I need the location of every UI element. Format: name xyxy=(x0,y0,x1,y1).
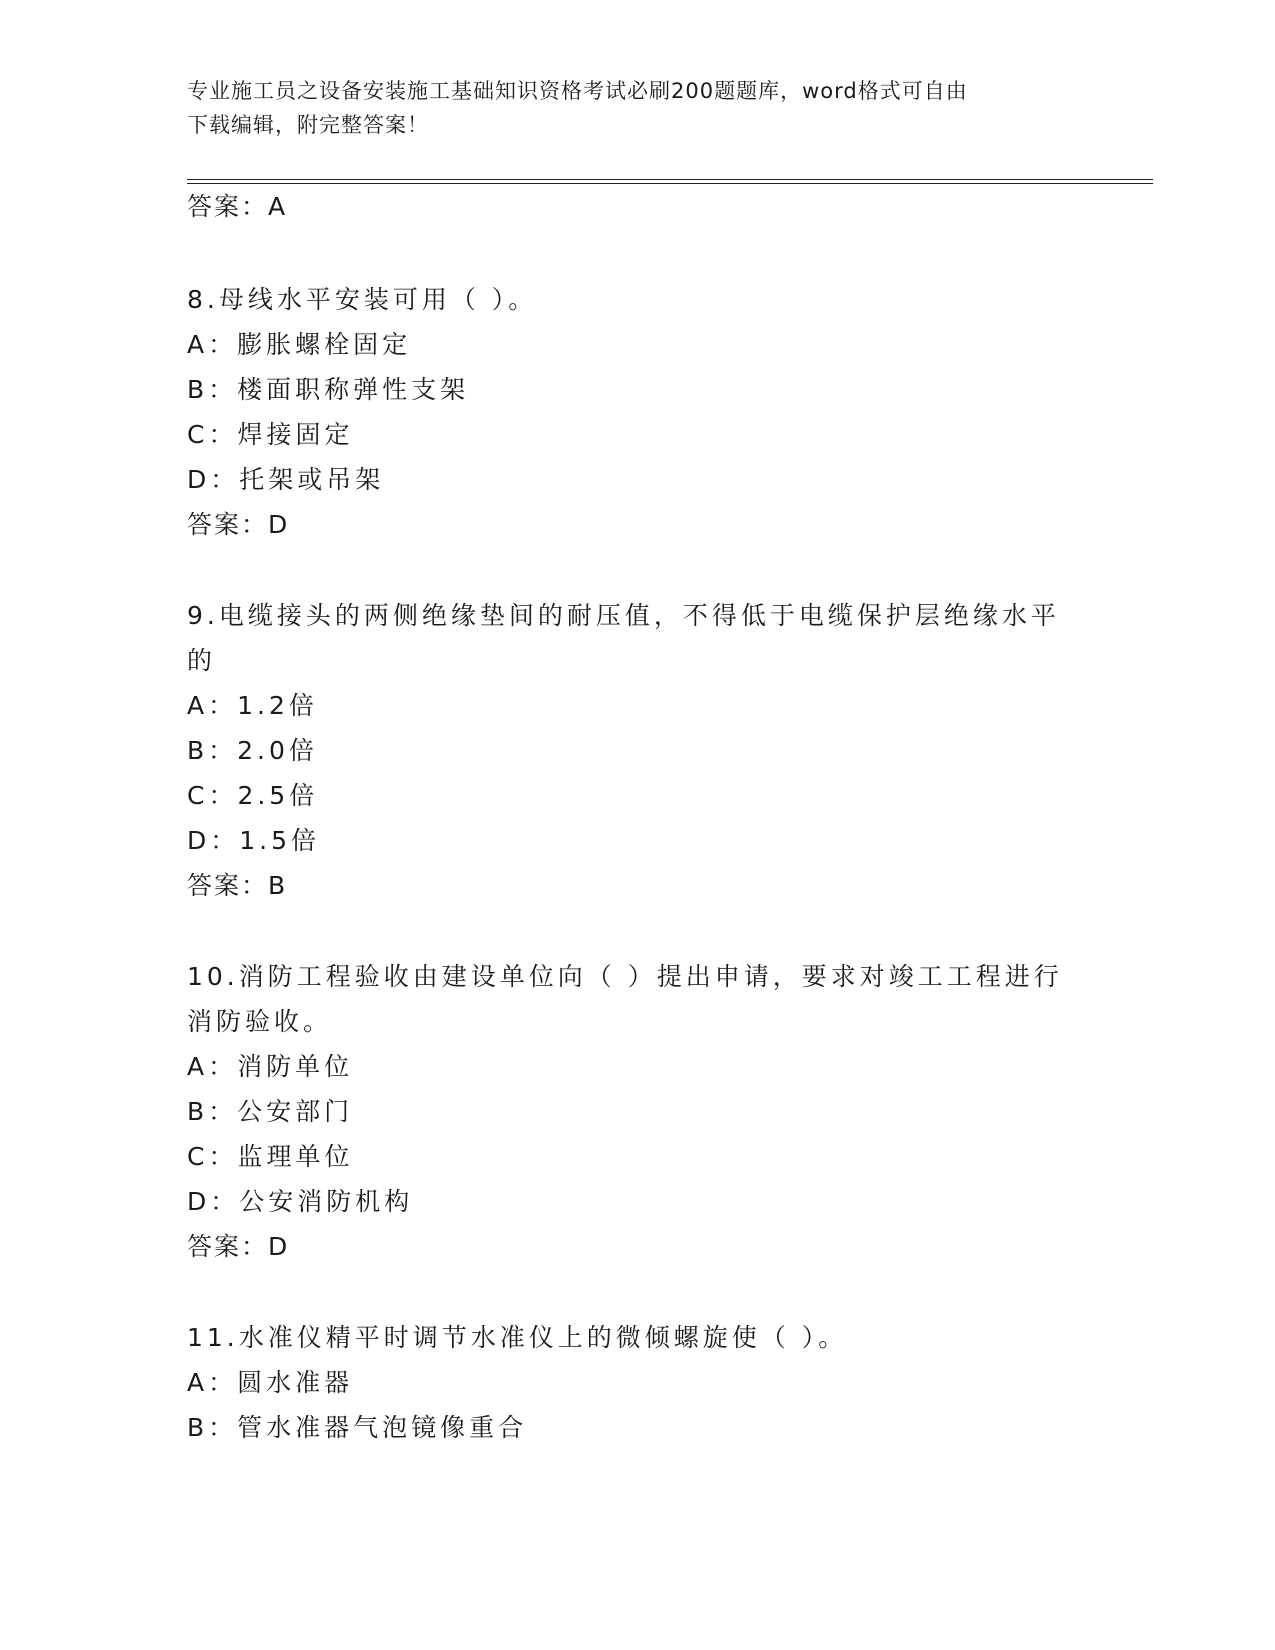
question-11-stem: 11.水准仪精平时调节水准仪上的微倾螺旋使（ ）。 xyxy=(187,1323,848,1352)
question-9-option-d: D：1.5倍 xyxy=(187,826,321,855)
question-9-stem: 9.电缆接头的两侧绝缘垫间的耐压值，不得低于电缆保护层绝缘水平 xyxy=(187,601,1060,630)
question-9-answer: 答案：B xyxy=(187,871,288,900)
header-line-2: 下载编辑，附完整答案！ xyxy=(187,113,429,137)
question-8-option-d: D：托架或吊架 xyxy=(187,465,385,494)
question-10-option-d: D：公安消防机构 xyxy=(187,1187,414,1216)
question-8-option-a: A：膨胀螺栓固定 xyxy=(187,330,412,359)
question-11-option-a: A：圆水准器 xyxy=(187,1368,354,1397)
question-10-stem-cont: 消防验收。 xyxy=(187,1007,333,1036)
question-10-option-b: B：公安部门 xyxy=(187,1097,354,1126)
question-8-answer: 答案：D xyxy=(187,510,290,539)
header-divider-top xyxy=(187,179,1153,180)
question-8-stem: 8.母线水平安装可用（ ）。 xyxy=(187,285,538,314)
question-8-option-b: B：楼面职称弹性支架 xyxy=(187,375,470,404)
header-line-1: 专业施工员之设备安装施工基础知识资格考试必刷200题题库，word格式可自由 xyxy=(187,79,968,103)
question-9-stem-cont: 的 xyxy=(187,646,217,675)
header-divider-bottom xyxy=(187,183,1153,184)
question-10-option-a: A：消防单位 xyxy=(187,1052,354,1081)
question-11-option-b: B：管水准器气泡镜像重合 xyxy=(187,1413,528,1442)
question-10-answer: 答案：D xyxy=(187,1232,290,1261)
question-9-option-a: A：1.2倍 xyxy=(187,691,318,720)
question-10-stem: 10.消防工程验收由建设单位向（ ）提出申请，要求对竣工工程进行 xyxy=(187,962,1063,991)
previous-answer: 答案：A xyxy=(187,192,288,221)
question-9-option-b: B：2.0倍 xyxy=(187,736,318,765)
question-9-option-c: C：2.5倍 xyxy=(187,781,319,810)
question-10-option-c: C：监理单位 xyxy=(187,1142,354,1171)
question-8-option-c: C：焊接固定 xyxy=(187,420,354,449)
document-header xyxy=(187,74,1067,142)
